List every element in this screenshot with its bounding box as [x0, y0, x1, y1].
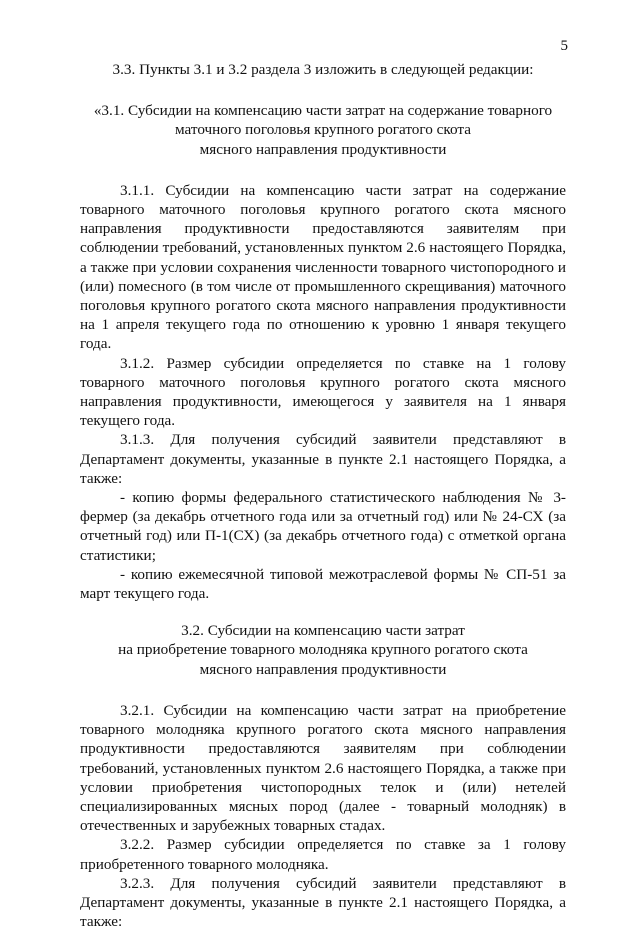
amendment-intro: 3.3. Пункты 3.1 и 3.2 раздела 3 изложить в следующей редакции: [112, 61, 534, 78]
section-3-2-heading-line: 3.2. Субсидии на компенсацию части затрат [181, 622, 465, 640]
list-item: - копию формы федерального статистического наблюдения № 3-фермер (за декабрь отчетного года или за отчетный год) или № 24-СХ (за отчетный год) или П-1(СХ) (за декабрь отчетного года) с отметкой органа статистики; [80, 489, 566, 564]
section-3-1-heading-line: маточного поголовья крупного рогатого скота [175, 121, 471, 139]
paragraph-3-1-1: 3.1.1. Субсидии на компенсацию части затрат на содержание товарного маточного поголовья крупного рогатого скота мясного направления продуктивности предоставляются заявителям при соблюдении требований, установленных пунктом 2.6 настоящего Порядка, а также при условии сохранения численности товарного чистопородного и (или) помесного (в том числе от промышленного скрещивания) маточного поголовья крупного рогатого скота мясного направления продуктивности на 1 апреля текущего года по отношению к уровню 1 января текущего года. [80, 181, 566, 353]
document-body [80, 60, 566, 931]
paragraph-3-1-2: 3.1.2. Размер субсидии определяется по ставке на 1 голову товарного маточного поголовья крупного рогатого скота мясного направления продуктивности, имеющегося у заявителя на 1 января текущего года. [80, 354, 566, 430]
section-3-1-heading-line: мясного направления продуктивности [199, 140, 447, 158]
paragraph-3-2-2: 3.2.2. Размер субсидии определяется по ставке за 1 голову приобретенного товарного молодняка. [80, 836, 566, 873]
paragraph-3-1-3: 3.1.3. Для получения субсидий заявители представляют в Департамент документы, указанные в пункте 2.1 настоящего Порядка, а также: [80, 431, 566, 487]
list-item: - копию ежемесячной типовой межотраслевой формы № СП-51 за март текущего года. [80, 565, 566, 603]
page-number: 5 [560, 38, 568, 54]
section-3-2-heading [80, 621, 566, 679]
paragraph-3-2-3: 3.2.3. Для получения субсидий заявители представляют в Департамент документы, указанные в пункте 2.1 настоящего Порядка, а также: [80, 874, 566, 931]
section-3-2-heading-line: мясного направления продуктивности [199, 660, 447, 678]
section-3-1-heading [80, 101, 566, 159]
section-3-1-heading-line: «3.1. Субсидии на компенсацию части затрат на содержание товарного [93, 102, 553, 120]
section-3-2-heading-line: на приобретение товарного молодняка крупного рогатого скота [118, 641, 528, 659]
paragraph-3-2-1: 3.2.1. Субсидии на компенсацию части затрат на приобретение товарного молодняка крупного рогатого скота мясного направления продуктивности предоставляются заявителям при соблюдении требований, установленных пунктом 2.6 настоящего Порядка, а также при условии приобретения чистопородных телок и (или) нетелей специализированных мясных пород (далее - товарный молодняк) в отечественных и зарубежных товарных стадах. [80, 701, 566, 835]
